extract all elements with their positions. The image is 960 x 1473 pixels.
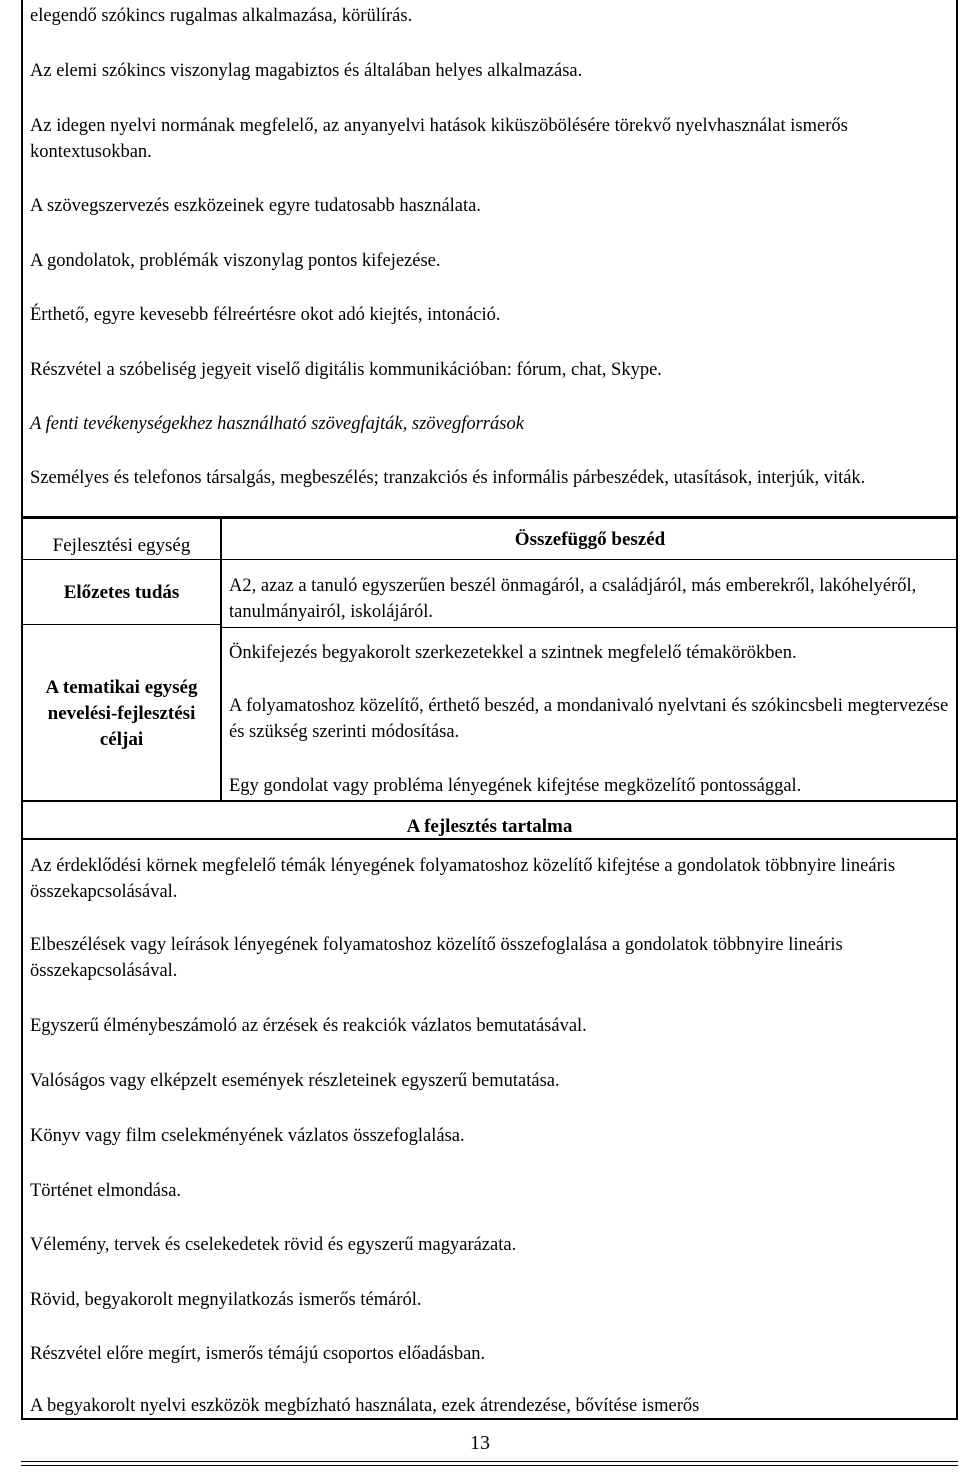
intro-line: Az idegen nyelvi normának megfelelő, az anyanyelvi hatások kiküszöbölésére törekvő nyelvhasználat ismerős kontextusokban. — [30, 116, 848, 162]
table-top-border — [21, 516, 958, 519]
goal-item: Egy gondolat vagy probléma lényegének kifejtése megközelítő pontossággal. — [229, 776, 802, 796]
intro-line: A szövegszervezés eszközeinek egyre tudatosabb használata. — [30, 196, 481, 216]
content-item: Történet elmondása. — [30, 1181, 182, 1201]
content-item: A begyakorolt nyelvi eszközök megbízható használata, ezek átrendezése, bővítése ismerős — [30, 1396, 700, 1416]
content-item: Rövid, begyakorolt megnyilatkozás ismerős témáról. — [30, 1290, 422, 1310]
row-divider — [21, 624, 222, 625]
goal-item: A folyamatoshoz közelítő, érthető beszéd, a mondanivaló nyelvtani és szókincsbeli megtervezése és szükség szerinti módosítása. — [229, 696, 949, 742]
content-item: Vélemény, tervek és cselekedetek rövid és egyszerű magyarázata. — [30, 1235, 517, 1255]
content-heading: A fejlesztés tartalma — [406, 816, 573, 837]
content-item: Az érdeklődési körnek megfelelő témák lényegének folyamatoshoz közelítő kifejtése a gondolatok többnyire lineáris összekapcsolásával. — [30, 856, 896, 902]
row-divider — [220, 559, 958, 560]
column-divider — [220, 519, 222, 801]
content-item: Valóságos vagy elképzelt események részleteinek egyszerű bemutatása. — [30, 1071, 560, 1091]
unit-value: Összefüggő beszéd — [514, 529, 666, 550]
goals-label: A tematikai egység nevelési-fejlesztési céljai — [45, 677, 198, 750]
prior-knowledge-value: A2, azaz a tanuló egyszerűen beszél önmagáról, a családjáról, más emberekről, lakóhelyéről, tanulmányairól, iskolájáról. — [229, 576, 917, 622]
intro-line: A gondolatok, problémák viszonylag pontos kifejezése. — [30, 251, 441, 271]
intro-line: Részvétel a szóbeliség jegyeit viselő digitális kommunikációban: fórum, chat, Skype. — [30, 360, 662, 380]
intro-line: Az elemi szókincs viszonylag magabiztos és általában helyes alkalmazása. — [30, 61, 583, 81]
row-divider — [21, 800, 958, 802]
footer-rule — [21, 1461, 958, 1462]
row-divider — [21, 559, 222, 560]
content-item: Részvétel előre megírt, ismerős témájú csoportos előadásban. — [30, 1344, 486, 1364]
row-divider — [220, 627, 958, 628]
content-item: Könyv vagy film cselekményének vázlatos összefoglalása. — [30, 1126, 465, 1146]
prior-knowledge-label: Előzetes tudás — [63, 582, 180, 603]
content-item: Elbeszélések vagy leírások lényegének folyamatoshoz közelítő összefoglalása a gondolatok többnyire lineáris összekapcsolásával. — [30, 935, 843, 981]
page-number: 13 — [470, 1432, 490, 1454]
text-types: Személyes és telefonos társalgás, megbeszélés; tranzakciós és informális párbeszédek, utasítások, interjúk, viták. — [30, 468, 866, 488]
unit-label: Fejlesztési egység — [52, 535, 191, 556]
goal-item: Önkifejezés begyakorolt szerkezetekkel a szintnek megfelelő témakörökben. — [229, 643, 797, 663]
content-item: Egyszerű élménybeszámoló az érzések és reakciók vázlatos bemutatásával. — [30, 1016, 587, 1036]
intro-line: elegendő szókincs rugalmas alkalmazása, körülírás. — [30, 6, 413, 26]
intro-line: Érthető, egyre kevesebb félreértésre okot adó kiejtés, intonáció. — [30, 305, 501, 325]
text-types-heading: A fenti tevékenységekhez használható szövegfajták, szövegforrások — [30, 414, 524, 434]
footer-rule — [21, 1465, 958, 1466]
